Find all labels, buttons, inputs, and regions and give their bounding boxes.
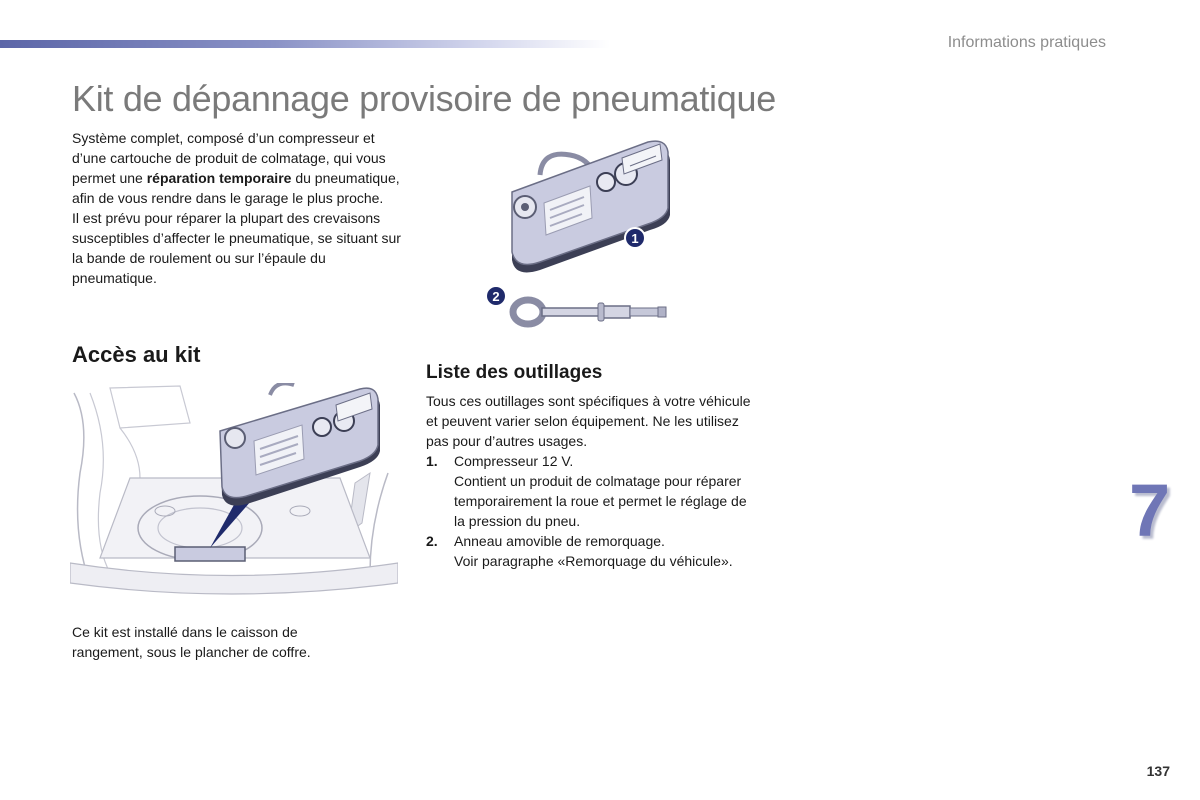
tool-list: [426, 451, 756, 571]
intro-text-part: du pneumatique, afin de vous rendre dans le garage le plus proche.: [72, 170, 400, 206]
list-item-body: [454, 451, 756, 531]
intro-text: [72, 128, 402, 288]
tools-text: [426, 391, 756, 571]
intro-text-part: Système complet, composé d’un compresseur et d’une cartouche de produit de colmatage, qui vous permet une: [72, 130, 386, 186]
page-title: Kit de dépannage provisoire de pneumatique: [72, 78, 776, 119]
list-item-number: 1.: [426, 453, 438, 469]
callout-1: [625, 228, 645, 248]
intro-paragraph-1: [72, 128, 402, 208]
header-gradient-bar: [0, 40, 610, 48]
chapter-number: 7: [1129, 469, 1171, 552]
list-item: [426, 531, 756, 571]
tools-intro: Tous ces outillages sont spécifiques à votre véhicule et peuvent varier selon équipement. Ne les utilisez pas pour d’autres usages.: [426, 393, 751, 449]
tools-illustration: [470, 130, 690, 345]
list-item-title: Compresseur 12 V.: [454, 453, 574, 469]
list-item: [426, 451, 756, 531]
access-heading: Accès au kit: [72, 342, 201, 367]
list-item-body: [454, 531, 733, 571]
towing-eye-image: [513, 300, 666, 324]
intro-paragraph-2: Il est prévu pour réparer la plupart des crevaisons susceptibles d’affecter le pneumatique, se situant sur la bande de roulement ou sur l’épaule du pneumatique.: [72, 210, 401, 286]
compressor-kit-image: [512, 141, 670, 272]
callout-1-label: 1: [631, 231, 639, 246]
intro-bold-text: réparation temporaire: [146, 170, 292, 186]
callout-2: [486, 286, 506, 306]
list-item-title: Anneau amovible de remorquage.: [454, 533, 665, 549]
trunk-illustration: [70, 383, 398, 603]
list-item-description: Contient un produit de colmatage pour réparer temporairement la roue et permet le réglage de la pression du pneu.: [454, 473, 747, 529]
access-caption: Ce kit est installé dans le caisson de rangement, sous le plancher de coffre.: [72, 624, 311, 660]
section-label: Informations pratiques: [947, 34, 1106, 51]
callout-2-label: 2: [492, 289, 500, 304]
page-number: 137: [1146, 763, 1170, 779]
tools-heading: Liste des outillages: [426, 362, 603, 383]
list-item-description: Voir paragraphe «Remorquage du véhicule».: [454, 553, 733, 569]
list-item-number: 2.: [426, 533, 438, 549]
